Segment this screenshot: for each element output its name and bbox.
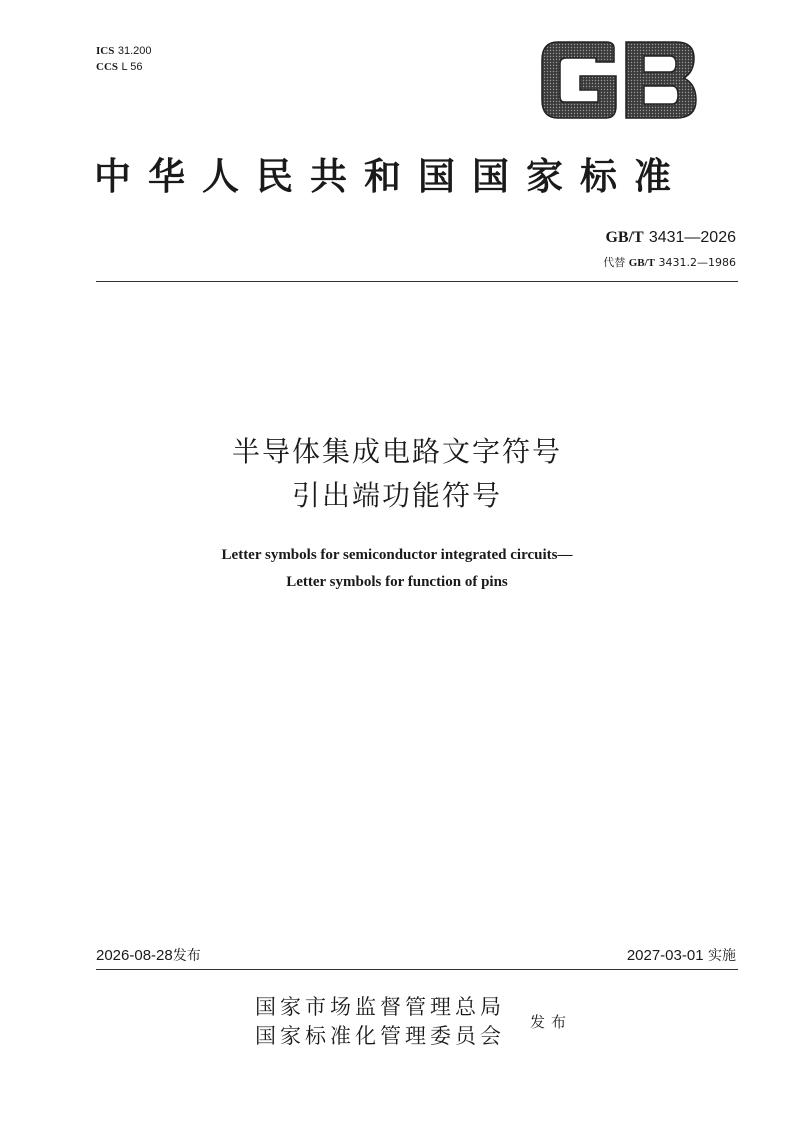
issue-label: 发布 (172, 948, 201, 964)
chinese-title-line1: 半导体集成电路文字符号 (231, 435, 562, 468)
ccs-label: CCS (96, 61, 119, 73)
implementation-date-block (627, 945, 736, 965)
national-standard-heading: 中华人民共和国国家标准 (94, 154, 688, 198)
replace-number: 3431.2—1986 (658, 256, 736, 269)
ics-code (96, 43, 152, 59)
ics-value: 31.200 (117, 45, 152, 57)
standard-number (605, 227, 736, 247)
standard-prefix: GB/T (605, 229, 644, 246)
issue-date-block (96, 945, 201, 965)
english-title-line2: Letter symbols for function of pins (286, 574, 508, 590)
replace-label: 代替 (603, 256, 626, 269)
standard-number-value: 3431—2026 (648, 229, 736, 246)
ccs-code (96, 59, 152, 75)
ics-label: ICS (96, 45, 115, 57)
issuer-line2: 国家标准化管理委员会 (255, 1024, 505, 1048)
replace-prefix: GB/T (628, 257, 656, 269)
ccs-value: L 56 (121, 61, 143, 73)
bottom-divider (96, 969, 738, 970)
issue-date: 2026-08-28 (96, 947, 173, 964)
publish-label: 发布 (530, 1013, 573, 1031)
classification-codes (96, 43, 152, 75)
implementation-label: 实施 (708, 948, 736, 964)
gb-logo (540, 40, 698, 120)
issuer-line1: 国家市场监督管理总局 (255, 995, 505, 1019)
english-title-line1: Letter symbols for semiconductor integrated circuits— (221, 547, 573, 563)
chinese-title-line2: 引出端功能符号 (291, 479, 502, 512)
replaces-standard (603, 254, 736, 270)
top-divider (96, 281, 738, 282)
implementation-date: 2027-03-01 (626, 947, 704, 964)
